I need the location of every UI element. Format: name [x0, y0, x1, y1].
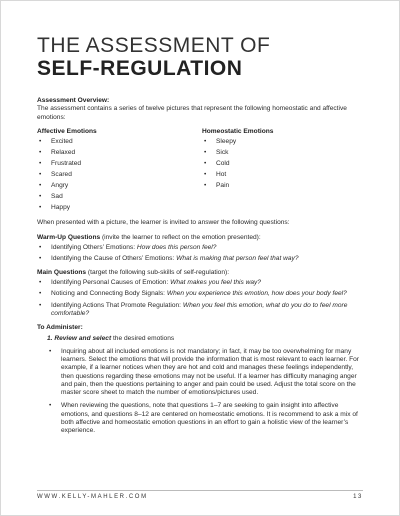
list-item — [37, 255, 367, 263]
list-item: • Cold — [202, 160, 367, 168]
list-item: • Inquiring about all included emotions is not mandatory; in fact, it may be too overwhelming for many learners. Select the emotions that will provide the information that is most relevant to each learner. For example, if a learner notices when they are hot and cold and manages these feelings independently, then questions regarding these emotions may not be useful. If a learner has difficulty managing anger and pain, then the questions pertaining to anger and pain could be used. Adjust the total score on the master score sheet to match the number of emotions/pictures used. — [47, 348, 367, 398]
list-item — [37, 302, 367, 319]
list-item — [37, 279, 367, 287]
emotion-columns — [37, 128, 367, 215]
page-number: 13 — [353, 494, 363, 500]
question-text: What is making that person feel that way? — [176, 255, 299, 263]
homeostatic-heading: Homeostatic Emotions — [202, 127, 274, 135]
question-text: How does this person feel? — [136, 244, 217, 252]
step-label: 1. Review and select — [47, 335, 112, 343]
administer-step — [47, 335, 367, 343]
list-item: • Pain — [202, 182, 367, 190]
main-note: (target the following sub-skills of self-regulation): — [86, 268, 230, 276]
warmup-heading: Warm-Up Questions — [37, 233, 101, 241]
title-line-2: SELF-REGULATION — [37, 57, 243, 80]
footer-website: WWW.KELLY-MAHLER.COM — [37, 494, 148, 500]
warmup-note: (invite the learner to reflect on the emotion presented): — [100, 233, 261, 241]
list-item: • Scared — [37, 171, 202, 179]
overview-heading: Assessment Overview: — [37, 97, 110, 104]
warmup-list — [37, 244, 367, 264]
administer-heading: To Administer: — [37, 324, 83, 332]
list-item: • Sick — [202, 149, 367, 157]
question-label: Identifying Others’ Emotions: — [51, 244, 137, 252]
page-content — [37, 97, 367, 441]
page-title — [37, 35, 270, 81]
list-item: • Relaxed — [37, 149, 202, 157]
step-rest: the desired emotions — [111, 335, 175, 343]
intro-text: When presented with a picture, the learner is invited to answer the following questions: — [37, 219, 290, 227]
list-item: • Hot — [202, 171, 367, 179]
homeostatic-list — [202, 138, 367, 190]
question-label: Identifying Personal Causes of Emotion: — [51, 278, 171, 286]
homeostatic-column — [202, 128, 367, 215]
affective-column — [37, 128, 202, 215]
question-label: Identifying Actions That Promote Regulation: — [51, 301, 183, 309]
warmup-header — [37, 234, 367, 242]
question-text: What makes you feel this way? — [170, 278, 262, 286]
main-heading: Main Questions — [37, 268, 87, 276]
affective-list — [37, 138, 202, 212]
administer-list — [47, 348, 367, 436]
list-item — [37, 290, 367, 298]
affective-heading: Affective Emotions — [37, 127, 97, 135]
title-line-1: THE ASSESSMENT OF — [37, 34, 271, 57]
list-item: • Sad — [37, 193, 202, 201]
list-item: • Sleepy — [202, 138, 367, 146]
question-label: Noticing and Connecting Body Signals: — [51, 290, 167, 298]
list-item: • Frustrated — [37, 160, 202, 168]
list-item: • Happy — [37, 204, 202, 212]
list-item: • Angry — [37, 182, 202, 190]
list-item: • When reviewing the questions, note that questions 1–7 are seeking to gain insight into affective emotions, and questions 8–12 are centered on homeostatic emotions. It is recommend to ask a mix of both affective and homeostatic emotion questions in an effort to gain a holistic view of the learner’s experience. — [47, 402, 367, 435]
overview-text: The assessment contains a series of twelve pictures that represent the following homeostatic and affective emotions: — [37, 105, 347, 121]
question-text: When you experience this emotion, how does your body feel? — [166, 290, 347, 298]
question-text: When you feel this emotion, what do you do to feel more comfortable? — [51, 301, 348, 317]
question-label: Identifying the Cause of Others’ Emotions: — [51, 255, 177, 263]
main-header — [37, 269, 367, 277]
list-item — [37, 244, 367, 252]
list-item: • Excited — [37, 138, 202, 146]
page-footer — [37, 490, 363, 500]
main-list — [37, 279, 367, 318]
